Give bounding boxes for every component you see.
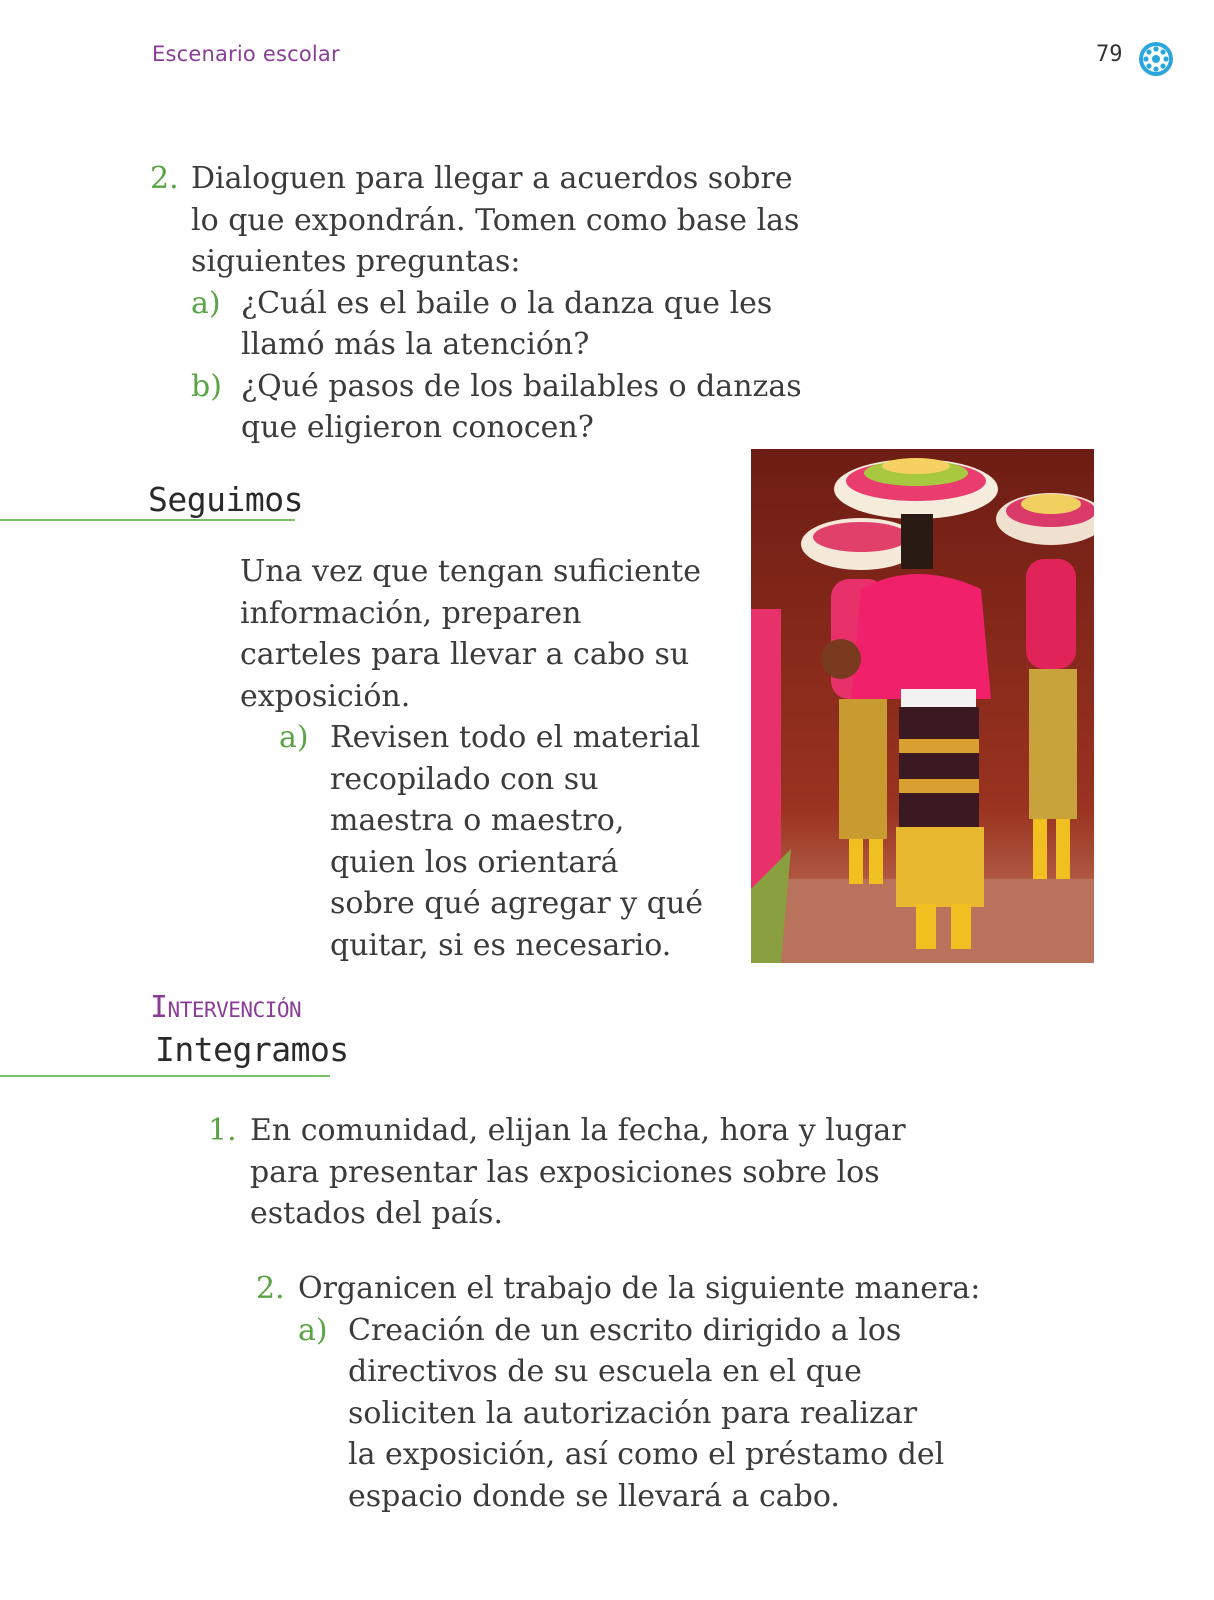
text-line: quitar, si es necesario. — [330, 927, 672, 963]
text-line: directivos de su escuela en el que — [348, 1354, 862, 1389]
question-list — [150, 158, 811, 449]
list-item — [298, 1310, 1018, 1518]
list-number: 2. — [256, 1271, 285, 1306]
item-marker: a) — [191, 285, 221, 321]
text-line: estados del país. — [250, 1196, 503, 1231]
list-number: 1. — [208, 1113, 237, 1148]
text-line: Revisen todo el material — [330, 720, 701, 755]
section-title-integramos: Integramos — [155, 1030, 349, 1069]
item-marker: a) — [279, 720, 309, 755]
section-rule — [0, 1075, 330, 1077]
section-rule — [0, 519, 295, 521]
dancers-photo — [751, 449, 1094, 963]
text-line: para presentar las exposiciones sobre los — [250, 1154, 880, 1190]
phase-title: Intervención — [150, 990, 302, 1025]
list-item — [191, 283, 811, 366]
page-number: 79 — [1096, 42, 1123, 67]
running-head: Escenario escolar — [152, 42, 340, 66]
text-line: quien los orientará — [330, 844, 619, 880]
text-line: recopilado con su — [330, 761, 599, 797]
text-line: soliciten la autorización para realizar — [348, 1395, 918, 1431]
seguimos-body — [240, 551, 730, 966]
item-marker: a) — [298, 1312, 328, 1348]
integramos-item-2 — [256, 1268, 1018, 1517]
text-line: carteles para llevar a cabo su — [240, 637, 690, 672]
item-marker: b) — [191, 368, 222, 404]
text-line: exposición. — [240, 678, 411, 714]
text-line: la exposición, así como el préstamo del — [348, 1437, 945, 1472]
list-number: 2. — [150, 161, 179, 196]
dancers-illustration — [751, 449, 1094, 963]
text-line: ¿Cuál es el baile o la danza que les — [241, 285, 773, 321]
text-line: maestra o maestro, — [330, 803, 625, 838]
text-line: Una vez que tengan suficiente — [240, 554, 701, 589]
text-line: siguientes preguntas: — [191, 244, 521, 279]
text-line: ¿Qué pasos de los bailables o danzas — [241, 368, 802, 404]
text-line: Dialoguen para llegar a acuerdos sobre — [191, 161, 793, 196]
flower-badge-icon — [1137, 40, 1175, 78]
text-line: Organicen el trabajo de la siguiente manera: — [298, 1271, 981, 1306]
text-line: llamó más la atención? — [241, 327, 590, 362]
list-item — [240, 717, 730, 966]
text-line: que eligieron conocen? — [241, 410, 594, 445]
text-line: lo que expondrán. Tomen como base las — [191, 202, 800, 238]
text-line: sobre qué agregar y qué — [330, 886, 704, 921]
text-line: espacio donde se llevará a cabo. — [348, 1478, 840, 1514]
text-line: En comunidad, elijan la fecha, hora y lugar — [250, 1113, 906, 1148]
text-line: información, preparen — [240, 595, 582, 631]
section-title-seguimos: Seguimos — [148, 480, 303, 519]
list-item — [191, 366, 811, 449]
integramos-item-1 — [208, 1110, 970, 1235]
text-line: Creación de un escrito dirigido a los — [348, 1312, 902, 1348]
